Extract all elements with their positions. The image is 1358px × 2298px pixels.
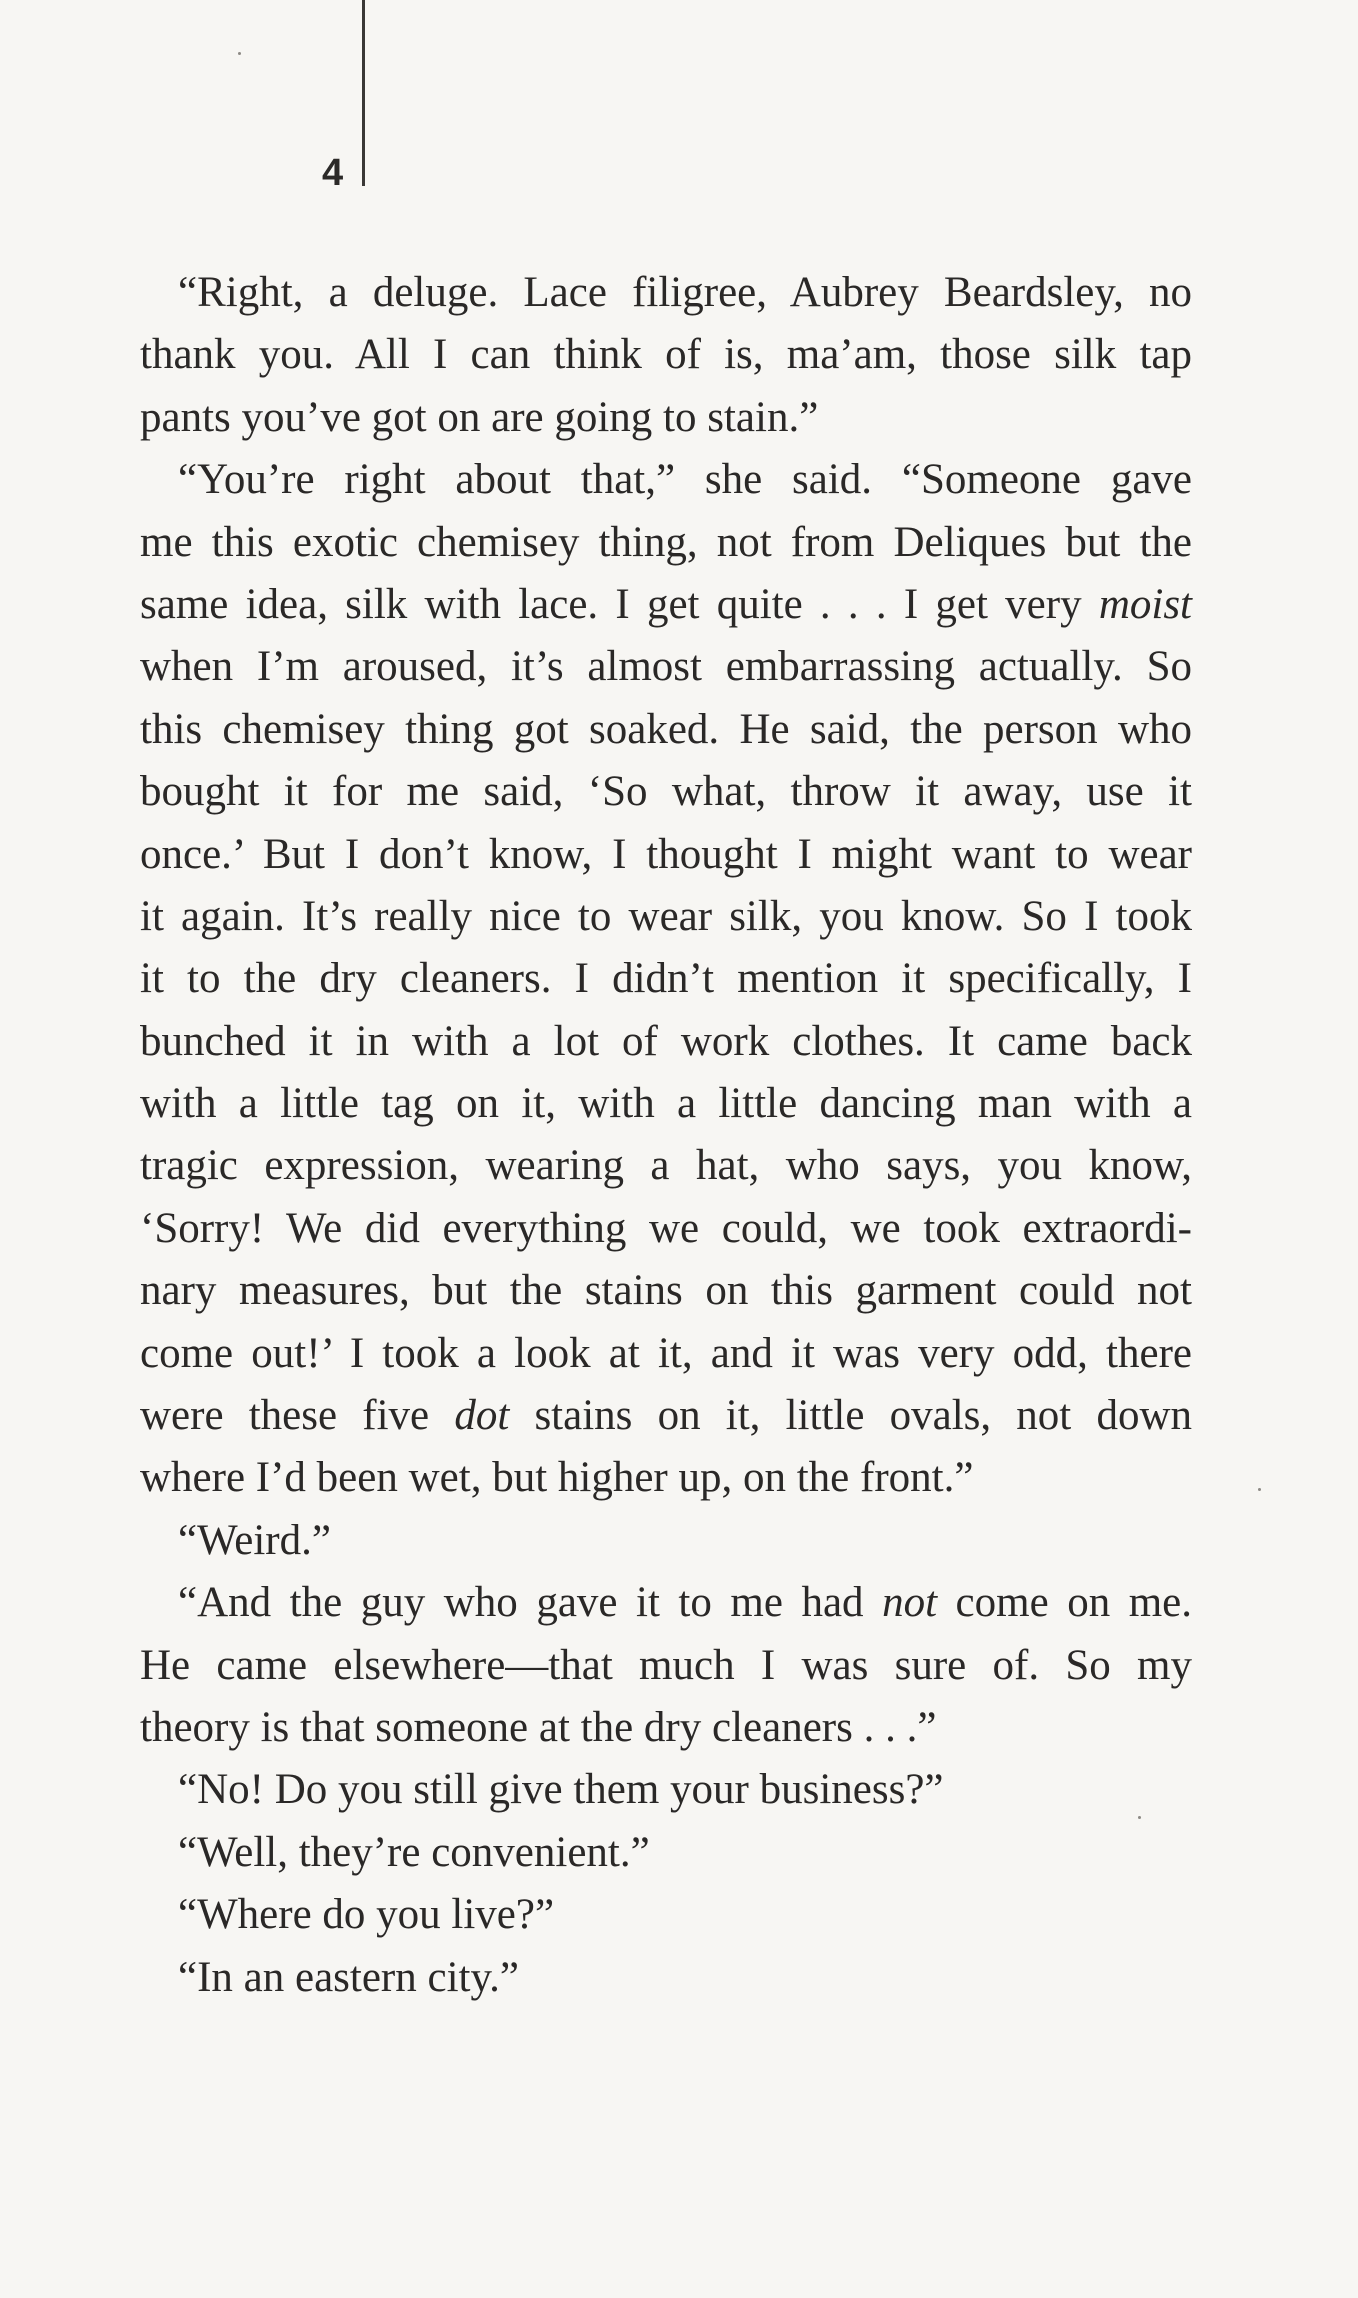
- text-line: [140, 1635, 1192, 1697]
- text-line: [140, 512, 1192, 574]
- text-span: theory is that someone at the dry cleaners . . .”: [140, 1703, 937, 1751]
- text-span: “And the guy who gave it to me had: [178, 1579, 883, 1627]
- text-line: [140, 387, 1192, 449]
- text-span: it to the dry cleaners. I didn’t mention it specifically, I: [140, 955, 1192, 1003]
- text-span: come out!’ I took a look at it, and it was very odd, there: [140, 1329, 1192, 1377]
- text-line: [140, 1385, 1192, 1447]
- text-line: [140, 262, 1192, 324]
- text-line: [140, 1510, 1192, 1572]
- text-line: [140, 699, 1192, 761]
- text-line: [140, 1135, 1192, 1197]
- text-line: [140, 1759, 1192, 1821]
- text-line: [140, 636, 1192, 698]
- text-line: [140, 1260, 1192, 1322]
- text-line: [140, 1822, 1192, 1884]
- text-line: [140, 1884, 1192, 1946]
- italic-text: not: [882, 1579, 938, 1627]
- italic-text: dot: [454, 1392, 510, 1440]
- body-text: [140, 262, 1192, 2009]
- page-number: 4: [322, 152, 344, 194]
- text-span: it again. It’s really nice to wear silk, you know. So I took: [140, 892, 1192, 940]
- text-span: with a little tag on it, with a little dancing man with a: [140, 1080, 1192, 1128]
- text-line: [140, 1447, 1192, 1509]
- text-span: once.’ But I don’t know, I thought I might want to wear: [140, 830, 1192, 878]
- text-span: when I’m aroused, it’s almost embarrassing actually. So: [140, 643, 1192, 691]
- paper-speck: [238, 52, 241, 55]
- text-span: bunched it in with a lot of work clothes. It came back: [140, 1017, 1192, 1065]
- text-span: pants you’ve got on are going to stain.”: [140, 393, 819, 441]
- text-span: thank you. All I can think of is, ma’am, those silk tap: [140, 331, 1192, 379]
- text-line: [140, 1073, 1192, 1135]
- text-span: tragic expression, wearing a hat, who says, you know,: [140, 1142, 1192, 1190]
- text-span: stains on it, little ovals, not down: [509, 1392, 1192, 1440]
- text-span: come on me.: [937, 1579, 1193, 1627]
- italic-text: moist: [1098, 580, 1192, 628]
- text-line: [140, 1947, 1192, 2009]
- text-line: [140, 761, 1192, 823]
- paper-speck: [1138, 1816, 1141, 1819]
- text-span: “Weird.”: [178, 1516, 331, 1564]
- text-line: [140, 1011, 1192, 1073]
- text-span: “Where do you live?”: [178, 1891, 555, 1939]
- text-span: He came elsewhere—that much I was sure of. So my: [140, 1641, 1192, 1689]
- text-line: [140, 824, 1192, 886]
- text-line: [140, 1572, 1192, 1634]
- text-span: where I’d been wet, but higher up, on the front.”: [140, 1454, 974, 1502]
- text-line: [140, 324, 1192, 386]
- paper-speck: [1258, 1488, 1261, 1491]
- text-span: bought it for me said, ‘So what, throw it away, use it: [140, 768, 1192, 816]
- text-span: this chemisey thing got soaked. He said, the person who: [140, 705, 1192, 753]
- text-line: [140, 948, 1192, 1010]
- text-span: “Well, they’re convenient.”: [178, 1828, 650, 1876]
- text-span: “Right, a deluge. Lace filigree, Aubrey Beardsley, no: [178, 269, 1192, 316]
- text-line: [140, 886, 1192, 948]
- text-span: ‘Sorry! We did everything we could, we took extraordi-: [140, 1204, 1192, 1252]
- text-span: “No! Do you still give them your business?”: [178, 1766, 944, 1814]
- text-span: same idea, silk with lace. I get quite . . . I get very: [140, 580, 1099, 628]
- text-span: “You’re right about that,” she said. “Someone gave: [178, 456, 1192, 504]
- page-header-rule: [362, 0, 365, 186]
- text-span: nary measures, but the stains on this garment could not: [140, 1267, 1192, 1315]
- text-line: [140, 449, 1192, 511]
- text-line: [140, 1198, 1192, 1260]
- text-line: [140, 1697, 1192, 1759]
- text-span: me this exotic chemisey thing, not from Deliques but the: [140, 518, 1192, 566]
- text-span: were these five: [140, 1392, 455, 1440]
- text-span: “In an eastern city.”: [178, 1953, 520, 2001]
- text-line: [140, 574, 1192, 636]
- text-line: [140, 1323, 1192, 1385]
